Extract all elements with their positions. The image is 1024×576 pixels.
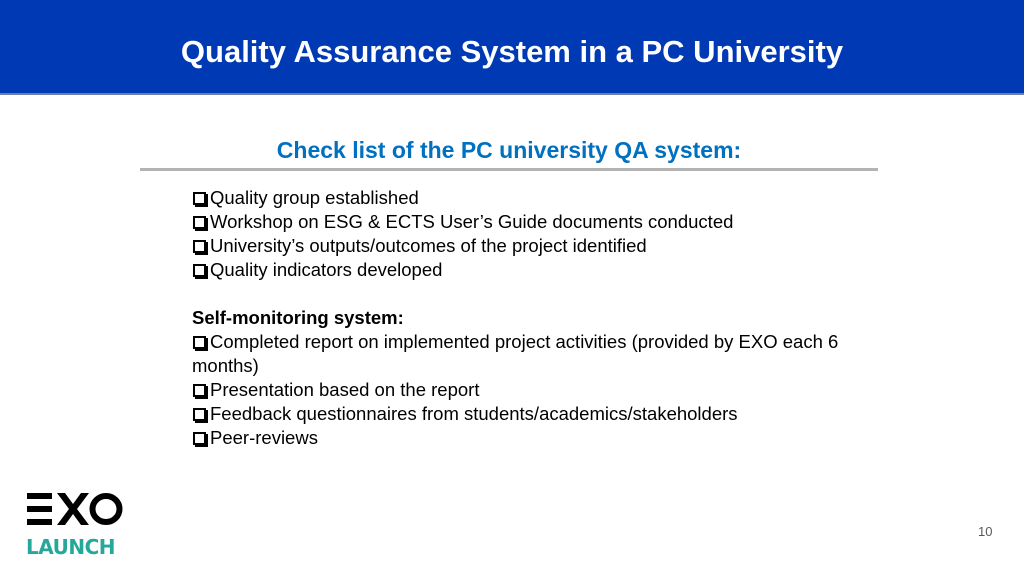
checkbox-icon	[193, 384, 206, 397]
checklist-item: Workshop on ESG & ECTS User’s Guide documents conducted	[192, 210, 852, 234]
self-monitoring-heading: Self-monitoring system:	[192, 307, 404, 328]
checkbox-icon	[193, 240, 206, 253]
checklist-heading: Check list of the PC university QA system:	[276, 137, 742, 163]
svg-text:LAUNCH: LAUNCH	[26, 535, 116, 556]
checkbox-icon	[193, 192, 206, 205]
checkbox-icon	[193, 216, 206, 229]
checkbox-icon	[193, 336, 206, 349]
self-monitoring-item: Feedback questionnaires from students/academics/stakeholders	[192, 402, 852, 426]
checkbox-icon	[193, 264, 206, 277]
page-number: 10	[978, 524, 993, 539]
checklist-item: Quality indicators developed	[192, 258, 852, 282]
checkbox-icon	[193, 408, 206, 421]
checkbox-icon	[193, 432, 206, 445]
slide-title: Quality Assurance System in a PC University	[180, 34, 844, 69]
divider	[140, 168, 878, 171]
checklist-item: Quality group established	[192, 186, 852, 210]
checklist-item: University’s outputs/outcomes of the project identified	[192, 234, 852, 258]
self-monitoring-item: Completed report on implemented project activities (provided by EXO each 6 months)	[192, 331, 839, 376]
exo-launch-logo	[26, 492, 126, 556]
self-monitoring-item: Presentation based on the report	[192, 378, 852, 402]
title-bar	[0, 0, 1024, 95]
slide-body	[192, 186, 852, 450]
self-monitoring-item: Peer-reviews	[192, 426, 852, 450]
